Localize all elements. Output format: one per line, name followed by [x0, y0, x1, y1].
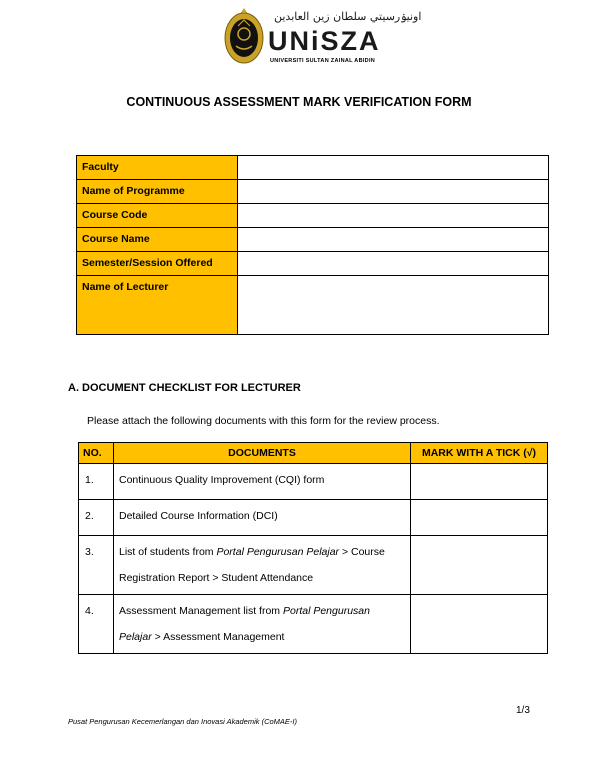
item-number: 3.	[79, 536, 114, 595]
document-text: > Assessment Management	[151, 631, 285, 643]
semester-field[interactable]	[238, 252, 549, 276]
university-crest-icon	[222, 6, 266, 66]
faculty-field[interactable]	[238, 156, 549, 180]
course-info-table	[76, 155, 549, 335]
document-text: Assessment Management list from	[119, 605, 283, 617]
tick-cell[interactable]	[411, 595, 548, 654]
footer-text: Pusat Pengurusan Kecemerlangan dan Inovasi Akademik (CoMAE-I)	[68, 717, 298, 726]
info-row	[77, 204, 549, 228]
item-document	[114, 500, 411, 536]
lecturer-field[interactable]	[238, 276, 549, 335]
info-label: Semester/Session Offered	[77, 252, 238, 276]
info-row	[77, 228, 549, 252]
section-a-heading: A. DOCUMENT CHECKLIST FOR LECTURER	[68, 382, 301, 394]
document-text: Continuous Quality Improvement (CQI) form	[119, 474, 325, 486]
tick-cell[interactable]	[411, 536, 548, 595]
table-row	[79, 464, 548, 500]
table-row	[79, 536, 548, 595]
section-a-intro: Please attach the following documents with this form for the review process.	[87, 415, 440, 427]
info-row	[77, 180, 549, 204]
info-row	[77, 156, 549, 180]
tick-cell[interactable]	[411, 500, 548, 536]
portal-name: Portal Pengurusan Pelajar	[119, 605, 370, 643]
info-label: Name of Programme	[77, 180, 238, 204]
form-title: CONTINUOUS ASSESSMENT MARK VERIFICATION FORM	[126, 95, 472, 109]
item-document	[114, 464, 411, 500]
logo-jawi-text: اونيۏرسيتي سلطان زين العابدين	[274, 10, 422, 23]
info-row	[77, 252, 549, 276]
programme-field[interactable]	[238, 180, 549, 204]
header-tick: MARK WITH A TICK (√)	[411, 443, 548, 464]
document-text: List of students from	[119, 546, 217, 558]
unisza-logo	[222, 6, 422, 66]
info-label: Faculty	[77, 156, 238, 180]
course-name-field[interactable]	[238, 228, 549, 252]
checklist-header-row	[79, 443, 548, 464]
logo-wordmark: UNiSZA	[268, 26, 381, 56]
info-label: Course Code	[77, 204, 238, 228]
document-text: > Course Registration Report > Student Attendance	[119, 546, 385, 584]
header-no: NO.	[79, 443, 114, 464]
item-document	[114, 595, 411, 654]
document-text: Detailed Course Information (DCI)	[119, 510, 278, 522]
item-number: 4.	[79, 595, 114, 654]
info-label: Name of Lecturer	[77, 276, 238, 335]
item-document	[114, 536, 411, 595]
table-row	[79, 595, 548, 654]
info-label: Course Name	[77, 228, 238, 252]
item-number: 1.	[79, 464, 114, 500]
logo-subtitle: UNIVERSITI SULTAN ZAINAL ABIDIN	[270, 58, 376, 64]
document-checklist-table	[78, 442, 548, 654]
page-number: 1/3	[516, 705, 530, 716]
info-row	[77, 276, 549, 335]
item-number: 2.	[79, 500, 114, 536]
header-documents: DOCUMENTS	[114, 443, 411, 464]
table-row	[79, 500, 548, 536]
course-code-field[interactable]	[238, 204, 549, 228]
portal-name: Portal Pengurusan Pelajar	[216, 546, 340, 558]
tick-cell[interactable]	[411, 464, 548, 500]
